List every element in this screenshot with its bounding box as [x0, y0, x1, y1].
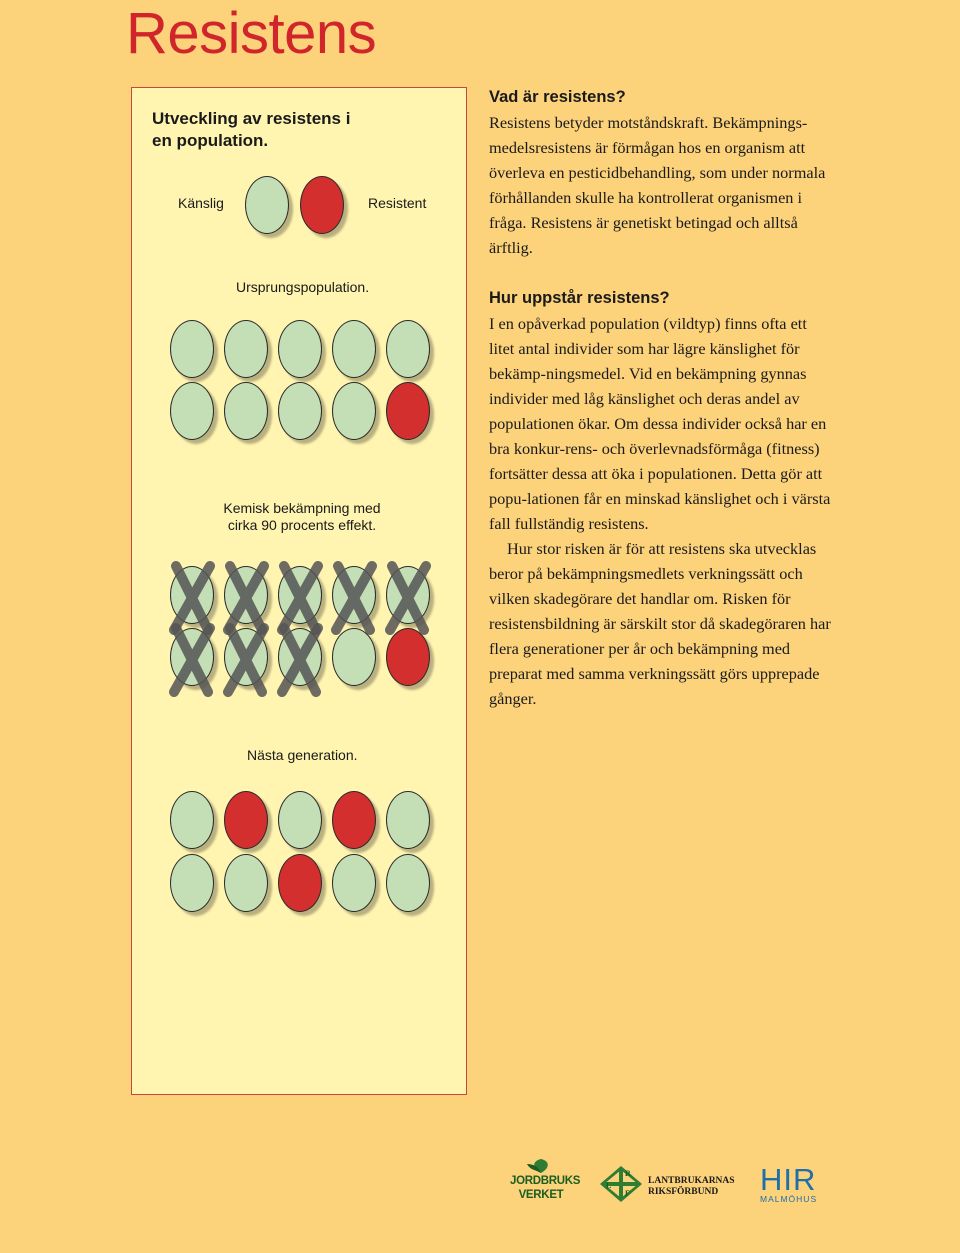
next-gen-egg	[332, 854, 376, 912]
next-gen-egg	[224, 854, 268, 912]
legend-resistant-egg	[300, 176, 344, 234]
section-text: Resistens betyder motståndskraft. Bekämpnings-medelsresistens är förmågan hos en organism att överleva en pesticidbehandling, som under normala förhållanden skulle ha kontrollerat organismen i fråga. Resistens är genetiskt betingad och alltså ärftlig.	[489, 113, 826, 257]
jordbruksverket-logo	[510, 1158, 581, 1206]
next-generation-label: Nästa generation.	[247, 747, 358, 763]
next-gen-egg	[386, 854, 430, 912]
jordbruksverket-text-1: JORDBRUKS	[510, 1175, 581, 1187]
next-gen-egg-resistant	[332, 791, 376, 849]
legend-sensitive-egg	[245, 176, 289, 234]
section-heading: Hur uppstår resistens?	[489, 289, 670, 307]
cross-mark-icon	[330, 558, 378, 638]
next-gen-egg-resistant	[224, 791, 268, 849]
origin-egg	[332, 382, 376, 440]
origin-egg	[170, 382, 214, 440]
origin-egg	[278, 382, 322, 440]
hir-malmohus-logo	[760, 1162, 832, 1206]
lrf-letter-l: L	[606, 1181, 612, 1190]
section-heading: Vad är resistens?	[489, 88, 626, 106]
next-gen-egg	[170, 791, 214, 849]
panel-title: Utveckling av resistens i en population.	[152, 109, 351, 150]
origin-egg	[386, 320, 430, 378]
origin-egg	[224, 320, 268, 378]
cross-mark-icon	[168, 620, 216, 700]
origin-egg-resistant	[386, 382, 430, 440]
legend-resistant-label: Resistent	[368, 195, 427, 211]
resistance-diagram-panel	[131, 87, 467, 1095]
next-gen-egg	[170, 854, 214, 912]
hir-text: HIR	[760, 1162, 817, 1197]
treatment-label-line1: Kemisk bekämpning med	[223, 500, 381, 516]
jordbruksverket-text-2: VERKET	[518, 1189, 564, 1201]
cross-mark-icon	[222, 620, 270, 700]
section-paragraph-1: I en opåverkad population (vildtyp) finns ofta ett litet antal individer som har lägre känslighet för bekämp-ningsmedel. Vid en bekämpning gynnas individer med låg känslighet och deras andel av populationen ökar. Om dessa individer också har en bra konkur-rens- och överlevnadsförmåga (fitness) fortsätter dessa att öka i populationen. Detta gör att popu-lationen får en minskad känslighet och i värsta fall fullständig resistens.	[489, 314, 831, 533]
cross-mark-icon	[384, 558, 432, 638]
origin-egg	[170, 320, 214, 378]
next-gen-egg-resistant	[278, 854, 322, 912]
section-what-is-resistance	[489, 85, 834, 260]
lrf-text-2: RIKSFÖRBUND	[648, 1187, 719, 1197]
next-gen-egg	[386, 791, 430, 849]
lrf-logo	[598, 1164, 738, 1204]
cross-mark-icon	[276, 620, 324, 700]
legend-sensitive-label: Känslig	[178, 195, 224, 211]
section-how-resistance-arises	[489, 286, 834, 711]
origin-egg	[224, 382, 268, 440]
leaf-icon	[510, 1158, 572, 1174]
lrf-letter-r: R	[625, 1169, 631, 1178]
next-gen-egg	[278, 791, 322, 849]
origin-population-label: Ursprungspopulation.	[236, 279, 370, 295]
treatment-label-line2: cirka 90 procents effekt.	[227, 517, 377, 533]
lrf-text-1: LANTBRUKARNAS	[648, 1176, 735, 1186]
section-paragraph-2: Hur stor risken är för att resistens ska utvecklas beror på bekämpningsmedlets verkningssätt och vilken skadegörare det handlar om. Risken för resistensbildning är särskilt stor då skadegöraren har flera generationer per år och bekämpning med preparat med samma verkningssätt görs upprepade gånger.	[489, 539, 831, 708]
hir-subtext: MALMÖHUS	[760, 1194, 818, 1204]
lrf-letter-f: F	[625, 1189, 630, 1198]
origin-egg	[332, 320, 376, 378]
origin-egg	[278, 320, 322, 378]
lrf-emblem-icon	[598, 1164, 644, 1204]
page-title: Resistens	[126, 1, 377, 66]
